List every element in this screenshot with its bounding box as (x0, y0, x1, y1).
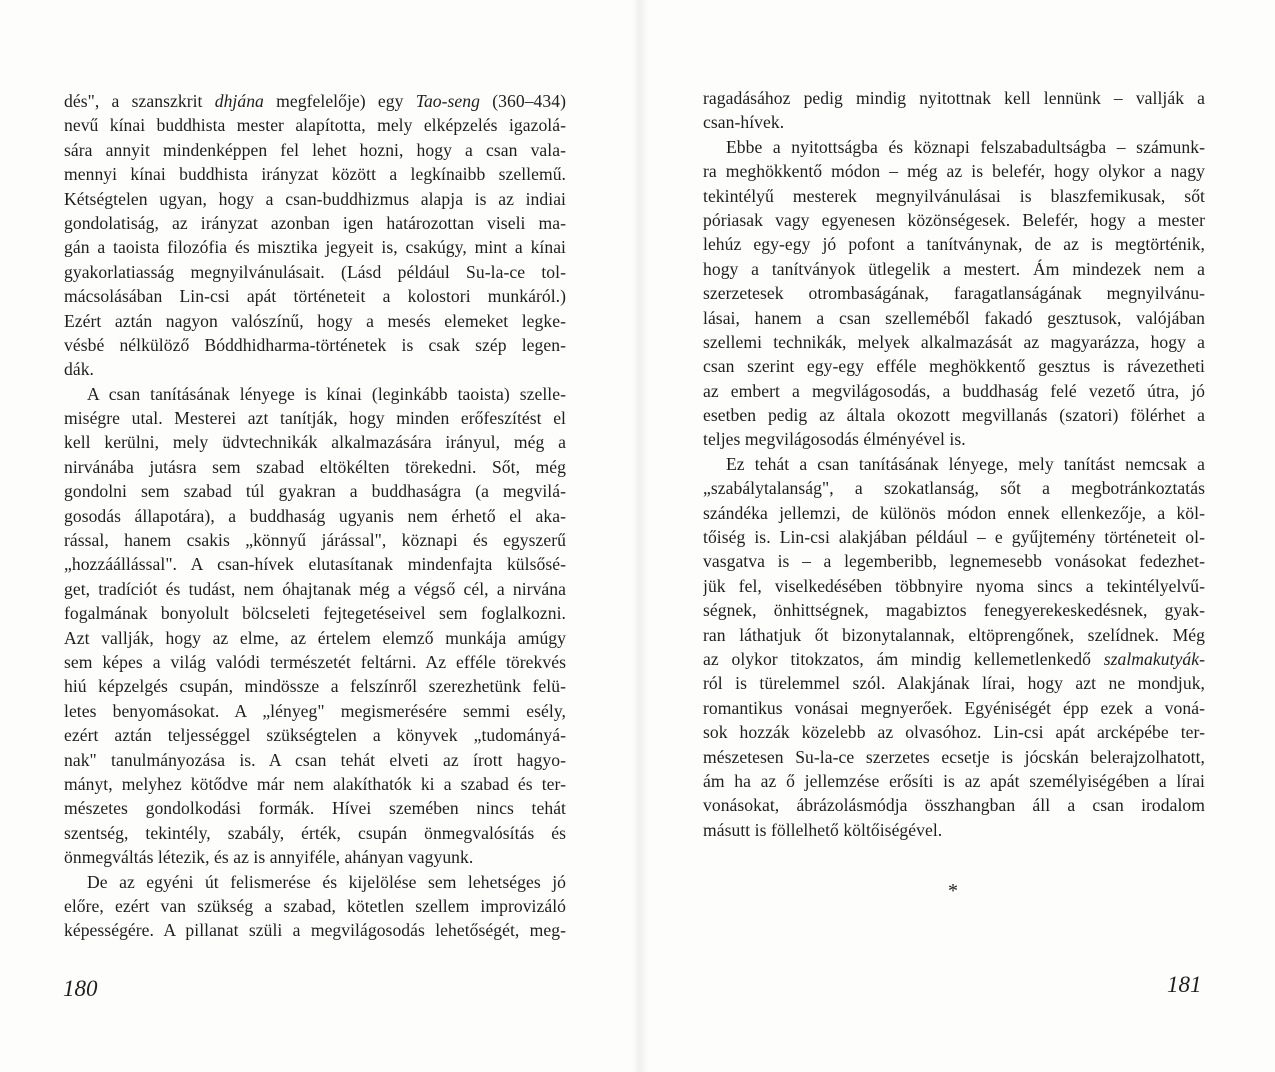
text-line: vésbé nélkülöző Bóddhidharma-történetek is csak szép legen- (64, 334, 566, 355)
text-line: esetben pedig az általa okozott megvillanás (szatori) fölérhet a (703, 405, 1205, 426)
text-line: az embert a megvilágosodás, a buddhaság felé vezető útra, jó (703, 380, 1205, 401)
text-line: tekintélyű mesterek megnyilvánulásai is blaszfemikusak, sőt (703, 185, 1205, 206)
text-line: nirvánába jutásra sem szabad eltökélten törekedni. Sőt, még (64, 456, 566, 477)
right-page-text (703, 86, 1205, 842)
text-line: nevű kínai buddhista mester alapította, mely elképzelés igazolá- (64, 115, 566, 136)
text-line: póriasak vagy egyenesen közönségesek. Belefér, hogy a mester (703, 209, 1205, 230)
text-line: vonásokat, ábrázolásmódja összhangban áll a csan irodalom (703, 795, 1205, 816)
text-line: ragadásához pedig mindig nyitottnak kell lennünk – vallják a (703, 88, 1205, 108)
text-line: teljes megvilágosodás élményével is. (703, 429, 966, 450)
text-line: ról is türelemmel szól. Alakjának lírai, hogy azt ne mondjuk, (703, 673, 1205, 694)
text-line: hiú képzelgés csupán, mindössze a felszínről szerezhetünk felü- (64, 676, 566, 697)
text-line: De az egyéni út felismerése és kijelölése sem lehetséges jó (87, 871, 566, 892)
text-line: mányt, melyhez kötődve már nem alakíthatók ki a szabad és ter- (64, 773, 566, 794)
text-line: mácsolásában Lin-csi apát történeteit a kolostori munkáról.) (64, 286, 566, 307)
text-line: sára annyit mindenképpen fel lehet hozni, hogy a csan vala- (64, 139, 566, 160)
text-line: Ebbe a nyitottságba és köznapi felszabadultságba – számunk- (726, 136, 1205, 157)
text-line: gyakorlatiasság megnyilvánulásait. (Lásd például Su-la-ce tol- (64, 261, 566, 282)
text-line: tőiség is. Lin-csi alakjában például – e gyűjtemény történeteit ol- (703, 527, 1205, 548)
text-line: szentség, tekintély, szabály, érték, csupán önmegvalósítás és (64, 822, 566, 843)
text-line: ségnek, önhittségnek, magabiztos fenegyerekeskedésnek, gyak- (703, 600, 1205, 621)
text-line: ezért aztán teljességgel szükségtelen a könyvek „tudományá- (64, 725, 566, 746)
text-line: A csan tanításának lényege is kínai (leginkább taoista) szelle- (87, 383, 566, 404)
page-number-left: 180 (63, 976, 98, 1001)
text-line: gosodás állapotára), a buddhaság ugyanis nem érhető el aka- (64, 505, 566, 526)
text-line: hogy a tanítványok ütlegelik a mestert. Ám mindezek nem a (703, 258, 1205, 279)
right-page (640, 0, 1275, 1072)
text-line: nak" tanulmányozása is. A csan tehát elveti az írott hagyo- (64, 749, 566, 770)
text-line: Kétségtelen ugyan, hogy a csan-buddhizmus alapja is az indiai (64, 188, 566, 209)
text-line: lehúz egy-egy jó pofont a tanítványnak, de az is megtörténik, (703, 234, 1205, 255)
text-line: mennyi kínai buddhista irányzat között a legkínaibb szellemű. (64, 164, 566, 185)
text-line: mészetesen Su-la-ce szerzetes ecsetje is jócskán belerajzolhatott, (703, 746, 1205, 767)
text-line: gán a taoista filozófia és misztika jegyeit is, csakúgy, mint a kínai (64, 237, 566, 258)
text-line: gondolni sem szabad túl gyakran a buddhaságra (a megvilá- (64, 481, 566, 502)
text-line: szerzetesek otrombaságának, faragatlanságának megnyilvánu- (703, 283, 1205, 304)
text-line: gondolatiság, az irányzat azonban igen határozottan viseli ma- (64, 212, 566, 233)
text-line: Ez tehát a csan tanításának lényege, mely tanítást nemcsak a (726, 453, 1205, 474)
text-line: Azt vallják, hogy az elme, az értelem elemző munkája amúgy (64, 627, 566, 648)
text-line: önmegváltás létezik, és az is annyiféle, ahányan vagyunk. (64, 847, 474, 868)
text-line: jük fel, viselkedésében többnyire nyoma sincs a tekintélyelvű- (703, 575, 1205, 596)
text-line: ra meghökkentő módon – még az is belefér, hogy olykor a nagy (703, 161, 1205, 182)
text-line: rással, hanem csakis „könnyű járással", köznapi és egyszerű (64, 530, 566, 551)
text-line: képességére. A pillanat szüli a megvilágosodás lehetőségét, meg- (64, 920, 566, 941)
text-line: dés", a szanszkrit dhjána megfelelője) egy Tao-seng (360–434) (64, 91, 566, 111)
text-line: ám ha az ő jellemzése erősíti is az apát személyiségében a lírai (703, 770, 1205, 791)
text-line: sem képes a világ valódi természetét feltárni. Az efféle törekvés (64, 651, 566, 672)
text-line: előre, ezért van szükség a szabad, kötetlen szellem improvizáló (64, 895, 566, 916)
text-line: Ezért aztán nagyon valószínű, hogy a mesés elemeket legke- (64, 310, 566, 331)
text-line: miségre utal. Mesterei azt tanítják, hogy minden erőfeszítést el (64, 408, 566, 429)
left-page-text (64, 89, 566, 943)
text-line: fogalmának bonyolult bölcseleti fejtegetéseivel sem foglalkozni. (64, 603, 566, 624)
text-line: letes benyomásokat. A „lényeg" megismerésére semmi esély, (64, 700, 566, 721)
text-line: szándéka jellemzi, de különös módon ennek ellenkezője, a köl- (703, 502, 1205, 523)
text-line: kell kerülni, mely üdvtechnikák alkalmazására irányul, még a (64, 432, 566, 453)
text-line: ran láthatjuk őt bizonytalannak, eltöprengőnek, szelídnek. Még (703, 624, 1205, 645)
text-line: lásai, hanem a csan szelleméből fakadó gesztusok, valójában (703, 307, 1205, 328)
text-line: vasgatva is – a legemberibb, legnemesebb vonásokat fedezhet- (703, 551, 1205, 572)
text-line: másutt is föllelhető költőiségével. (703, 819, 943, 840)
text-line: mészetes gondolkodási formák. Hívei szemében nincs tehát (64, 798, 566, 819)
page-number-right: 181 (1167, 972, 1202, 997)
text-line: „szabálytalanság", a szokatlanság, sőt a megbotránkoztatás (703, 478, 1205, 499)
text-line: sok hozzák közelebb az olvasóhoz. Lin-csi apát arcképébe ter- (703, 722, 1205, 743)
text-line: szellemi technikák, melyek alkalmazását az magyarázza, hogy a (703, 331, 1205, 352)
text-line: „hozzáállással". A csan-hívek elutasítanak mindenfajta külsősé- (64, 554, 566, 575)
text-line: get, tradíciót és tudást, nem óhajtanak még a végső cél, a nirvána (64, 578, 566, 599)
text-line: dák. (64, 359, 95, 380)
text-line: csan szerint egy-egy efféle meghökkentő gesztus is rávezetheti (703, 356, 1205, 377)
text-line: az olykor titokzatos, ám mindig kellemetlenkedő szalmakutyák- (703, 648, 1205, 669)
text-line: romantikus vonásai megnyerőek. Egyéniségét épp ezek a voná- (703, 697, 1205, 718)
section-separator: * (948, 880, 958, 902)
text-line: csan-hívek. (703, 112, 785, 133)
